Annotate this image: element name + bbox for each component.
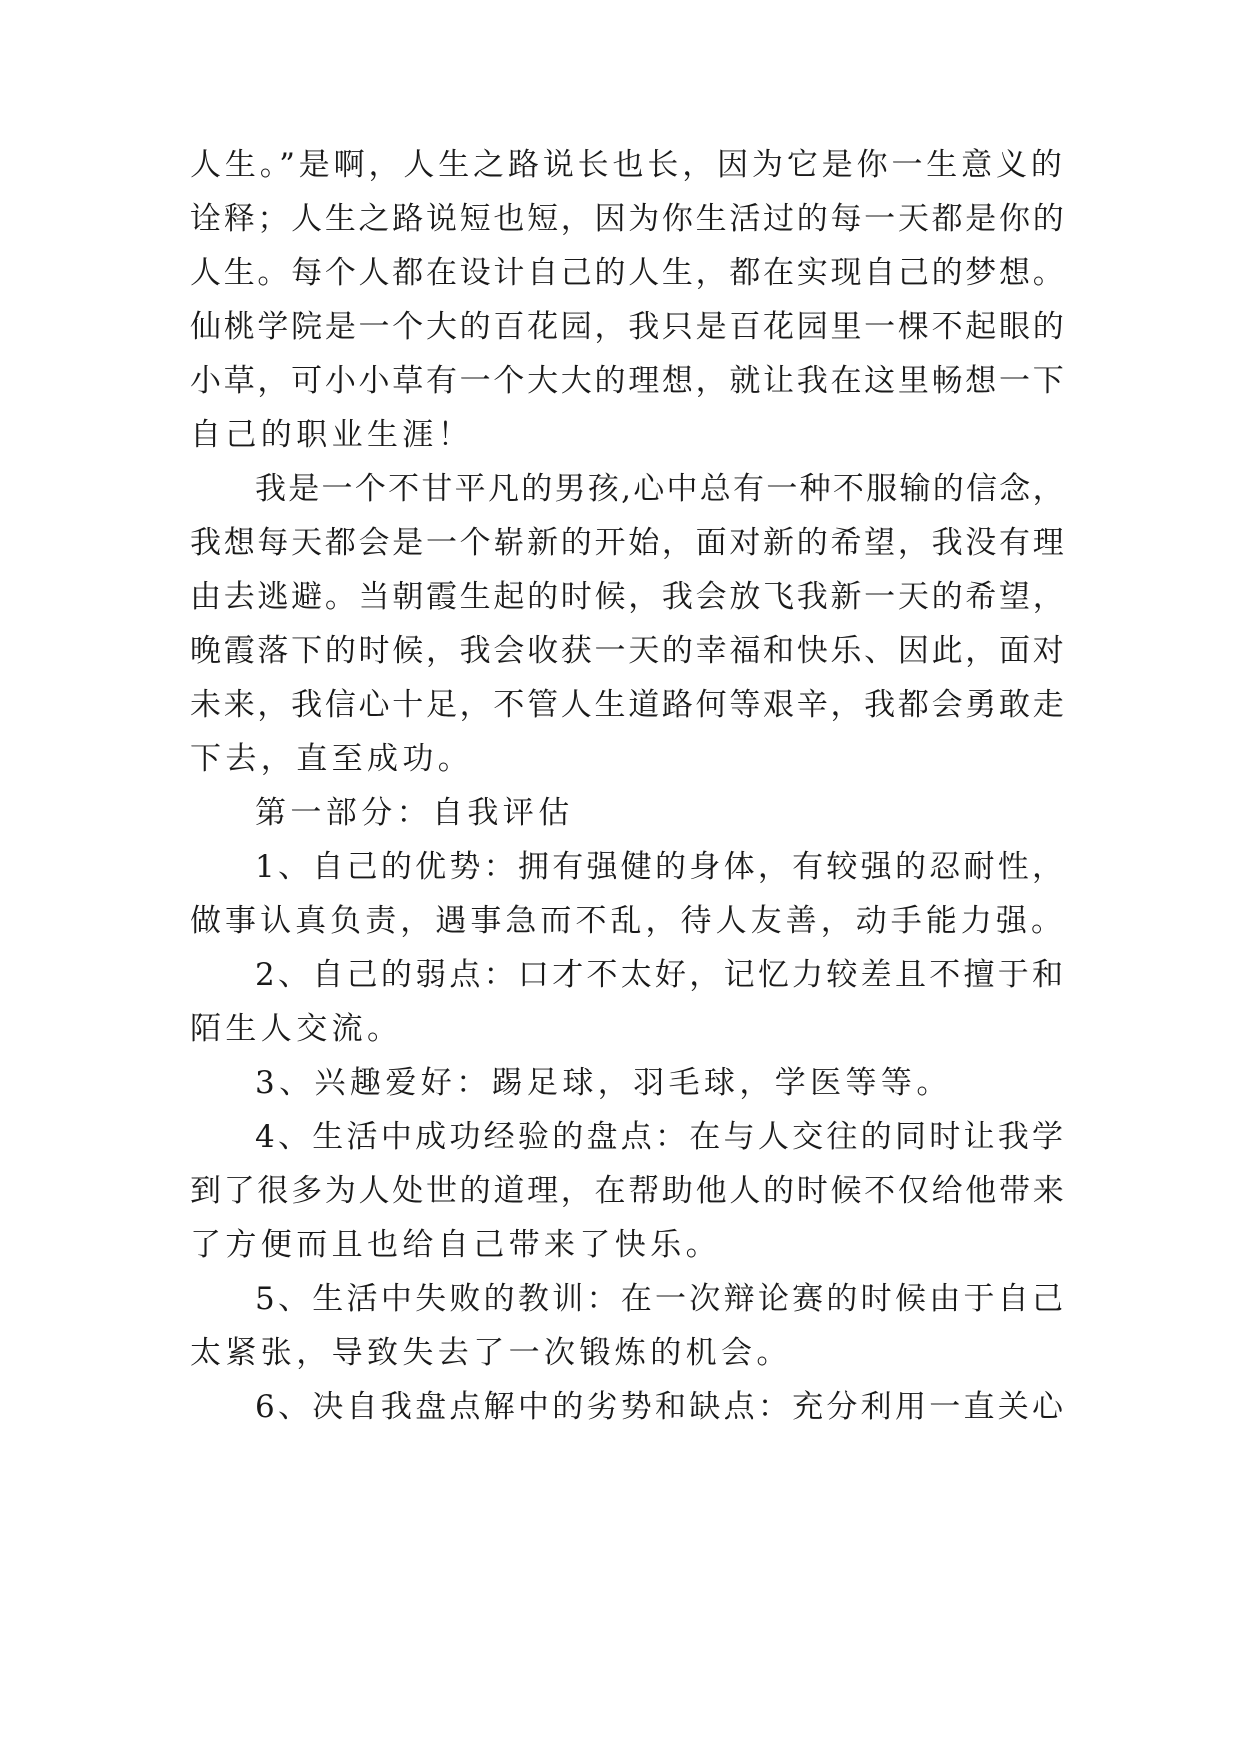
text-line: 仙桃学院是一个大的百花园，我只是百花园里一棵不起眼的 bbox=[190, 309, 1067, 345]
text-line: 由去逃避。当朝霞生起的时候，我会放飞我新一天的希望， bbox=[190, 579, 1067, 615]
text-line: 陌生人交流。 bbox=[190, 1011, 403, 1047]
text-line: 自己的职业生涯！ bbox=[190, 417, 474, 453]
text-line: 下去，直至成功。 bbox=[190, 741, 474, 777]
text-line: 人生。每个人都在设计自己的人生，都在实现自己的梦想。 bbox=[190, 255, 1067, 291]
list-item-first-line: 2、自己的弱点：口才不太好，记忆力较差且不擅于和 bbox=[255, 957, 1067, 993]
list-item-first-line: 4、生活中成功经验的盘点：在与人交往的同时让我学 bbox=[255, 1119, 1067, 1155]
text-line: 诠释；人生之路说短也短，因为你生活过的每一天都是你的 bbox=[190, 201, 1067, 237]
text-line: 了方便而且也给自己带来了快乐。 bbox=[190, 1227, 721, 1263]
text-line: 做事认真负责，遇事急而不乱，待人友善，动手能力强。 bbox=[190, 903, 1066, 939]
text-line: 太紧张，导致失去了一次锻炼的机会。 bbox=[190, 1335, 792, 1371]
section-heading: 第一部分：自我评估 bbox=[255, 795, 574, 831]
list-item-first-line: 1、自己的优势：拥有强健的身体，有较强的忍耐性， bbox=[255, 849, 1067, 885]
text-line: 小草，可小小草有一个大大的理想，就让我在这里畅想一下 bbox=[190, 363, 1067, 399]
text-line: 人生。”是啊，人生之路说长也长，因为它是你一生意义的 bbox=[190, 147, 1066, 183]
list-item-first-line: 3、兴趣爱好：踢足球，羽毛球，学医等等。 bbox=[255, 1065, 952, 1101]
text-line: 我想每天都会是一个崭新的开始，面对新的希望，我没有理 bbox=[190, 525, 1067, 561]
paragraph-first-line: 我是一个不甘平凡的男孩,心中总有一种不服输的信念， bbox=[255, 471, 1066, 507]
text-line: 未来，我信心十足，不管人生道路何等艰辛，我都会勇敢走 bbox=[190, 687, 1067, 723]
list-item-first-line: 6、决自我盘点解中的劣势和缺点：充分利用一直关心 bbox=[255, 1389, 1067, 1425]
text-line: 到了很多为人处世的道理，在帮助他人的时候不仅给他带来 bbox=[190, 1173, 1067, 1209]
list-item-first-line: 5、生活中失败的教训：在一次辩论赛的时候由于自己 bbox=[255, 1281, 1067, 1317]
text-line: 晚霞落下的时候，我会收获一天的幸福和快乐、因此，面对 bbox=[190, 633, 1067, 669]
